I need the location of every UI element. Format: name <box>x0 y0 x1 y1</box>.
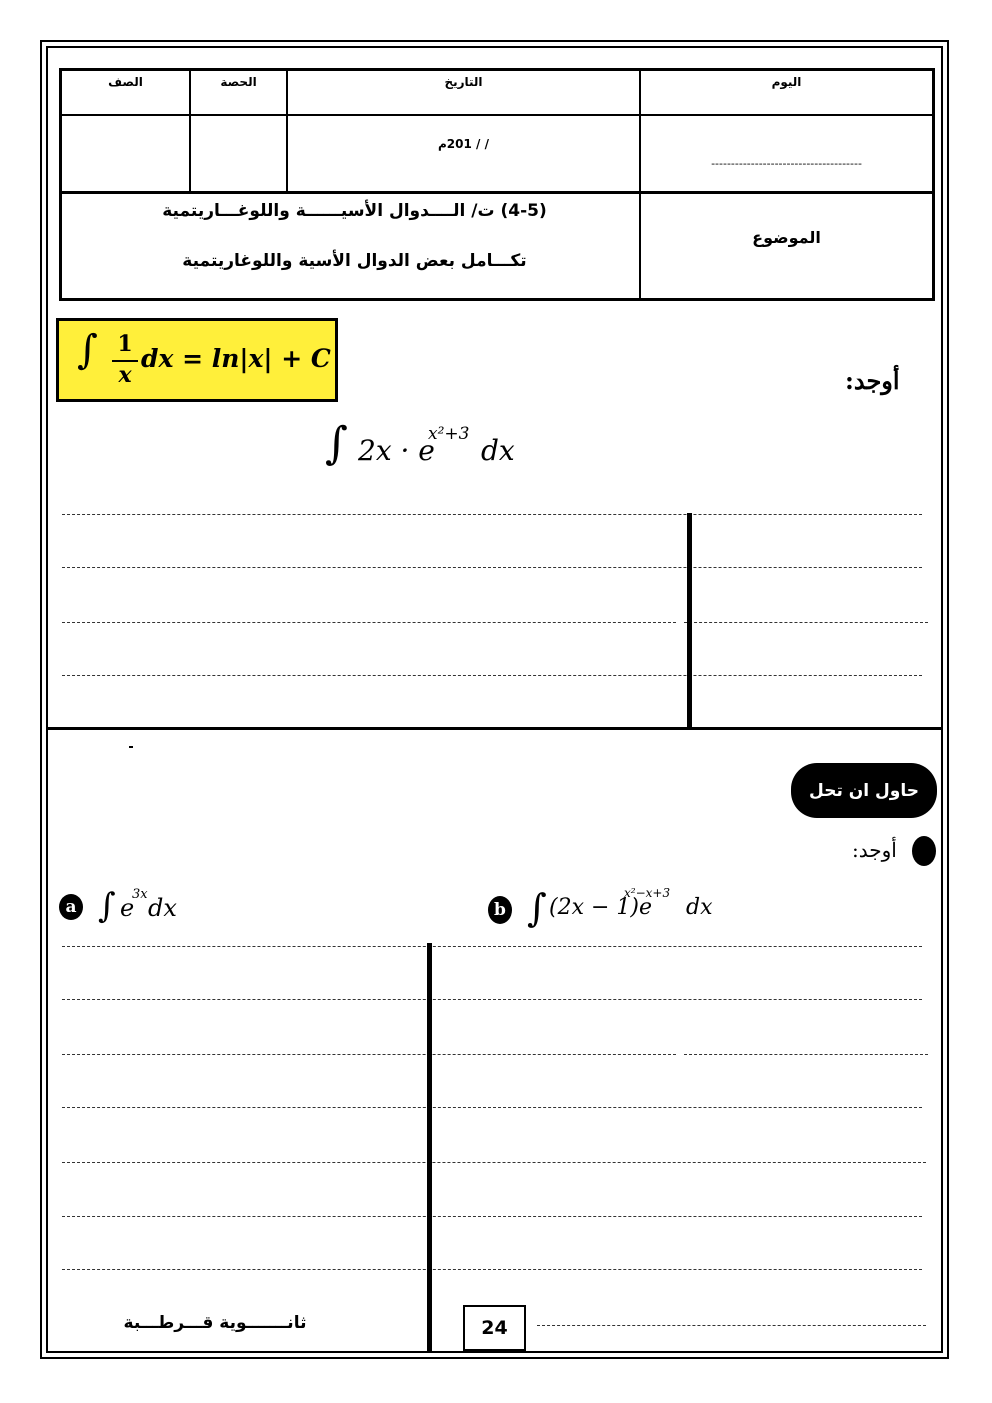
exercise-exponent: x²+3 <box>428 424 470 444</box>
exercise-b-exponent: x²−x+3 <box>624 886 671 900</box>
col-period-label: الحصة <box>220 75 257 89</box>
exercise-a-label: a <box>59 894 83 920</box>
answer-line[interactable] <box>62 1107 922 1108</box>
stray-mark <box>129 746 133 748</box>
rule-rhs: dx = ln|x| + C <box>141 344 331 373</box>
bullet-icon <box>912 836 936 866</box>
integral-sign: ∫ <box>77 327 98 373</box>
section-divider <box>46 727 943 730</box>
answer-line[interactable] <box>62 514 922 515</box>
col-day-label: اليوم <box>771 75 802 89</box>
integral-sign: ∫ <box>325 418 348 469</box>
exercise-expression: 2x · e <box>358 434 435 467</box>
answer-line[interactable] <box>62 946 922 947</box>
exercise-dx: dx <box>481 434 515 467</box>
answer-line[interactable] <box>62 1162 926 1163</box>
page-number: 24 <box>463 1305 526 1351</box>
fraction-denominator: x <box>118 362 132 388</box>
lesson-title: (4-5) ت/ الــــدوال الأسيــــــة واللوغـــاريتمية <box>162 201 547 221</box>
answer-column-divider <box>427 943 432 1353</box>
subject-label: الموضوع <box>752 228 821 247</box>
exercise-b-dx: dx <box>686 895 713 920</box>
integral-sign: ∫ <box>527 886 547 930</box>
exercise-a-base: e <box>120 894 135 922</box>
try-it-badge: حاول ان تحل <box>791 763 937 818</box>
exercise-b-expression: (2x − 1)e <box>549 895 653 920</box>
fraction-numerator: 1 <box>117 331 133 357</box>
school-name: ثانـــــــوية قـــرطـــبة <box>123 1313 307 1333</box>
answer-line[interactable] <box>62 622 676 623</box>
col-class-label: الصف <box>108 75 143 89</box>
answer-line[interactable] <box>62 1216 922 1217</box>
answer-line[interactable] <box>537 1325 926 1326</box>
exercise-a-exponent: 3x <box>132 887 148 902</box>
header-col-divider <box>189 71 191 192</box>
header-col-divider <box>639 71 641 301</box>
header-row-divider <box>62 114 932 116</box>
answer-line[interactable] <box>62 675 922 676</box>
log-integral-rule-box <box>56 318 338 402</box>
day-field[interactable]: -------------------------------------- <box>711 157 862 170</box>
answer-line[interactable] <box>62 567 922 568</box>
answer-column-divider <box>687 513 692 727</box>
find-label: أوجد: <box>845 366 900 395</box>
answer-line[interactable] <box>684 622 928 623</box>
col-date-label: التاريخ <box>444 75 483 89</box>
date-field[interactable]: / / 201م <box>438 137 489 151</box>
lesson-subtitle: تكـــامل بعض الدوال الأسية واللوغاريتمية <box>182 251 527 271</box>
answer-line[interactable] <box>62 999 922 1000</box>
find-label: أوجد: <box>852 838 897 862</box>
exercise-b-label: b <box>488 896 512 924</box>
exercise-a-dx: dx <box>148 894 177 922</box>
header-row-divider-2 <box>62 191 932 194</box>
integral-sign: ∫ <box>98 886 116 926</box>
header-col-divider <box>286 71 288 192</box>
header-table <box>59 68 935 301</box>
answer-line[interactable] <box>684 1054 928 1055</box>
answer-line[interactable] <box>62 1269 922 1270</box>
answer-line[interactable] <box>62 1054 676 1055</box>
